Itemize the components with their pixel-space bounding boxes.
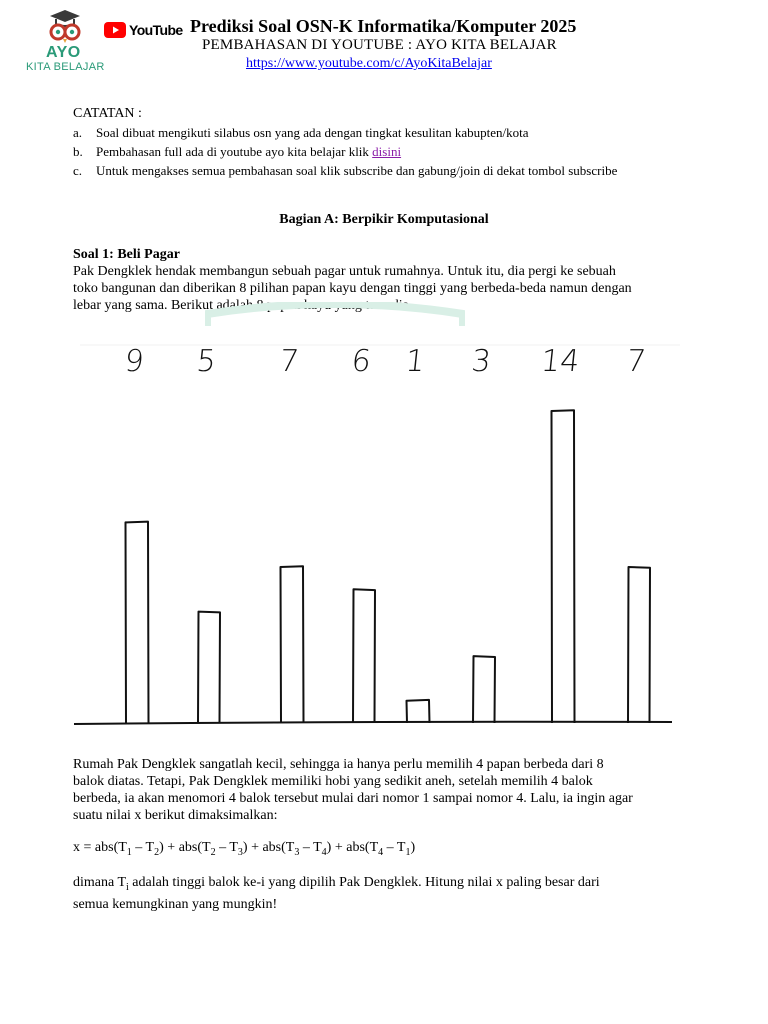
plank-height-label: 7 bbox=[277, 344, 301, 379]
intro-line: lebar yang sama. Berikut adalah 8 papan kayu yang tersedia. bbox=[73, 298, 413, 313]
plank-bar bbox=[407, 700, 430, 723]
note-item bbox=[73, 144, 401, 160]
plank-bar bbox=[473, 656, 495, 723]
note-item bbox=[73, 163, 617, 179]
youtube-badge[interactable] bbox=[104, 22, 183, 38]
plank-height-label: 3 bbox=[469, 344, 493, 379]
disini-link[interactable]: disini bbox=[372, 144, 402, 159]
logo-text-kita-belajar: KITA BELAJAR bbox=[26, 61, 105, 73]
plank-height-label: 7 bbox=[624, 344, 648, 379]
watermark-icon bbox=[205, 302, 465, 330]
logo-text-ayo: AYO bbox=[46, 44, 81, 61]
intro-line: Pak Dengklek hendak membangun sebuah pagar untuk rumahnya. Untuk itu, dia pergi ke sebuah bbox=[73, 264, 616, 279]
youtube-play-icon bbox=[104, 22, 126, 38]
ground-line bbox=[74, 722, 672, 724]
note-label: c. bbox=[73, 163, 83, 178]
plank-bar bbox=[628, 567, 650, 723]
question-body bbox=[73, 756, 713, 824]
note-label: b. bbox=[73, 144, 83, 159]
owl-logo-icon bbox=[22, 8, 108, 48]
plank-height-label: 1 bbox=[403, 344, 427, 379]
body-line: berbeda, ia akan menomori 4 balok tersebut mulai dari nomor 1 sampai nomor 4. Lalu, ia ingin agar bbox=[73, 791, 633, 806]
document-title: Prediksi Soal OSN-K Informatika/Komputer 2025 bbox=[190, 16, 577, 36]
formula-term: $abs(T_3 - T_4)$ bbox=[262, 840, 332, 858]
plank-bar bbox=[552, 410, 575, 723]
plank-bar bbox=[198, 612, 220, 723]
formula-lhs: x = bbox=[73, 840, 95, 855]
body-line: balok diatas. Tetapi, Pak Dengklek memiliki hobi yang sedikit aneh, setelah memilih 4 balok bbox=[73, 774, 593, 789]
plank-height-label: 6 bbox=[349, 344, 373, 379]
body-line: Rumah Pak Dengklek sangatlah kecil, sehingga ia hanya perlu memilih 4 papan berbeda dari 8 bbox=[73, 757, 604, 772]
body-line: suatu nilai x berikut dimaksimalkan: bbox=[73, 808, 278, 823]
plank-bar bbox=[126, 522, 149, 723]
section-title: Bagian A: Berpikir Komputasional bbox=[279, 212, 489, 227]
question-title: Soal 1: Beli Pagar bbox=[73, 247, 180, 262]
note-text: Pembahasan full ada di youtube ayo kita belajar klik bbox=[96, 144, 373, 159]
formula-term: $abs(T_4 - T_1)$ bbox=[346, 840, 416, 858]
question-closing bbox=[73, 874, 713, 918]
formula-term: $abs(T_2 - T_3)$ bbox=[178, 840, 248, 858]
note-text: Soal dibuat mengikuti silabus osn yang ada dengan tingkat kesulitan kabupten/kota bbox=[96, 125, 529, 140]
plank-bar bbox=[281, 566, 304, 723]
formula bbox=[73, 840, 415, 858]
notes-heading: CATATAN : bbox=[73, 106, 142, 121]
document-subtitle: PEMBAHASAN DI YOUTUBE : AYO KITA BELAJAR bbox=[202, 37, 557, 53]
note-label: a. bbox=[73, 125, 83, 140]
wood-planks-chart bbox=[60, 335, 690, 735]
closing-line: semua kemungkinan yang mungkin! bbox=[73, 896, 278, 912]
youtube-label: YouTube bbox=[129, 22, 183, 38]
closing-line: dimana $T_i$ adalah tinggi balok ke-i yang dipilih Pak Dengklek. Hitung nilai x paling besar dari bbox=[73, 875, 600, 893]
formula-plus: + bbox=[247, 840, 263, 855]
formula-plus: + bbox=[331, 840, 347, 855]
note-text: Untuk mengakses semua pembahasan soal klik subscribe dan gabung/join di dekat tombol subscribe bbox=[96, 163, 618, 178]
plank-height-label: 14 bbox=[539, 344, 582, 379]
note-item bbox=[73, 125, 529, 141]
intro-line: toko bangunan dan diberikan 8 pilihan papan kayu dengan tinggi yang berbeda-beda namun dengan bbox=[73, 281, 632, 296]
youtube-channel-link[interactable]: https://www.youtube.com/c/AyoKitaBelajar bbox=[246, 56, 492, 71]
plank-bar bbox=[353, 589, 375, 723]
plank-height-label: 9 bbox=[122, 344, 146, 379]
formula-plus: + bbox=[163, 840, 179, 855]
plank-height-label: 5 bbox=[194, 344, 218, 379]
formula-term: $abs(T_1 - T_2)$ bbox=[94, 840, 164, 858]
